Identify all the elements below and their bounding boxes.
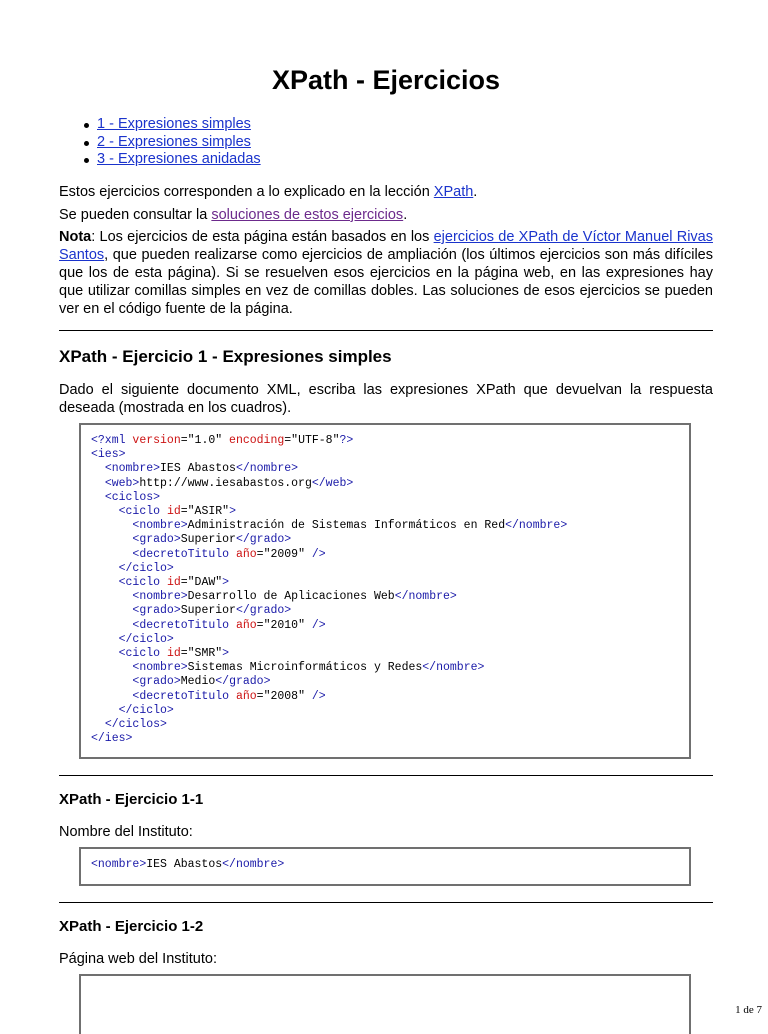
code-line: <ies> [91,448,126,462]
page-number: 1 de 7 [735,1004,762,1016]
exercise-heading: XPath - Ejercicio 1-1 [59,791,204,808]
code-line: </ciclo> [118,632,174,646]
toc-link-3[interactable]: 3 - Expresiones anidadas [97,151,261,167]
code-line: <?xml version="1.0" encoding="UTF-8"?> [91,434,354,447]
toc-link-2[interactable]: 2 - Expresiones simples [97,133,251,150]
intro-text: . [403,207,408,223]
code-line: <grado>Medio</grado> [132,675,271,689]
toc-item [97,134,261,152]
intro-text: Se pueden consultar la [59,207,212,223]
code-line: <nombre>IES Abastos</nombre> [91,858,285,871]
solutions-link[interactable]: soluciones de estos ejercicios [211,207,404,223]
section-heading: XPath - Ejercicio 1 - Expresiones simples [59,347,392,366]
toc-item [97,151,261,169]
code-line: </ies> [91,732,133,746]
code-line: <ciclos> [104,490,161,504]
toc-item [97,116,261,134]
code-line: <nombre>Administración de Sistemas Informáticos en Red</nombre> [132,519,568,533]
toc-link-1[interactable]: 1 - Expresiones simples [97,116,251,132]
page-title: XPath - Ejercicios [271,65,501,95]
xml-code [81,425,689,755]
exercise-divider [59,902,713,903]
answer-code [81,849,689,881]
xpath-lesson-link[interactable]: XPath [433,184,474,200]
code-line: </ciclo> [118,561,174,575]
code-line: <decretoTitulo año="2010" /> [132,618,326,632]
note-paragraph [59,228,713,318]
code-line: <ciclo id="ASIR"> [118,505,236,519]
table-of-contents [59,116,261,169]
section-divider [59,330,713,331]
code-line: </ciclo> [118,703,174,717]
code-line: <grado>Superior</grado> [132,533,292,547]
intro-paragraph-1 [59,183,713,201]
code-line: <nombre>Desarrollo de Aplicaciones Web</nombre> [132,590,457,604]
exercise-heading: XPath - Ejercicio 1-2 [59,918,204,935]
intro-text: . [473,184,478,200]
code-line: <nombre>IES Abastos</nombre> [104,462,299,476]
exercise-question: Nombre del Instituto: [59,824,193,840]
section-description: Dado el siguiente documento XML, escriba las expresiones XPath que devuelvan la respuesta deseada (mostrada en los cuadros). [59,382,713,416]
code-line: <nombre>Sistemas Microinformáticos y Redes</nombre> [132,661,485,675]
intro-paragraph-2 [59,206,713,224]
code-line: <ciclo id="DAW"> [118,576,230,590]
code-line: <decretoTitulo año="2008" /> [132,689,326,703]
intro-text: Estos ejercicios corresponden a lo explicado en la lección [59,184,434,200]
note-label: Nota [59,229,92,245]
note-text: , que pueden realizarse como ejercicios de ampliación (los últimos ejercicios son más difíciles que los de esta página). Si se resuelven esos ejercicios en la página web, en las expresiones hay que utilizar comillas simples en vez de comillas dobles. Las soluciones de esos ejercicios se pueden ver en el código fuente de la página. [59,247,713,317]
code-line: <grado>Superior</grado> [132,604,292,618]
answer-code-block [79,847,691,886]
code-line: <web>http://www.iesabastos.org</web> [104,476,354,490]
answer-code-block [79,974,691,1034]
exercise-question: Página web del Instituto: [59,951,217,967]
xml-code-block [79,423,691,759]
exercise-divider [59,775,713,776]
external-exercises-link[interactable]: ejercicios de XPath de Víctor Manuel Rivas Santos [59,229,713,263]
code-line: <ciclo id="SMR"> [118,647,230,661]
code-line: </ciclos> [104,718,167,732]
code-line: <decretoTitulo año="2009" /> [132,547,326,561]
note-text: : Los ejercicios de esta página están basados en los [91,229,434,245]
